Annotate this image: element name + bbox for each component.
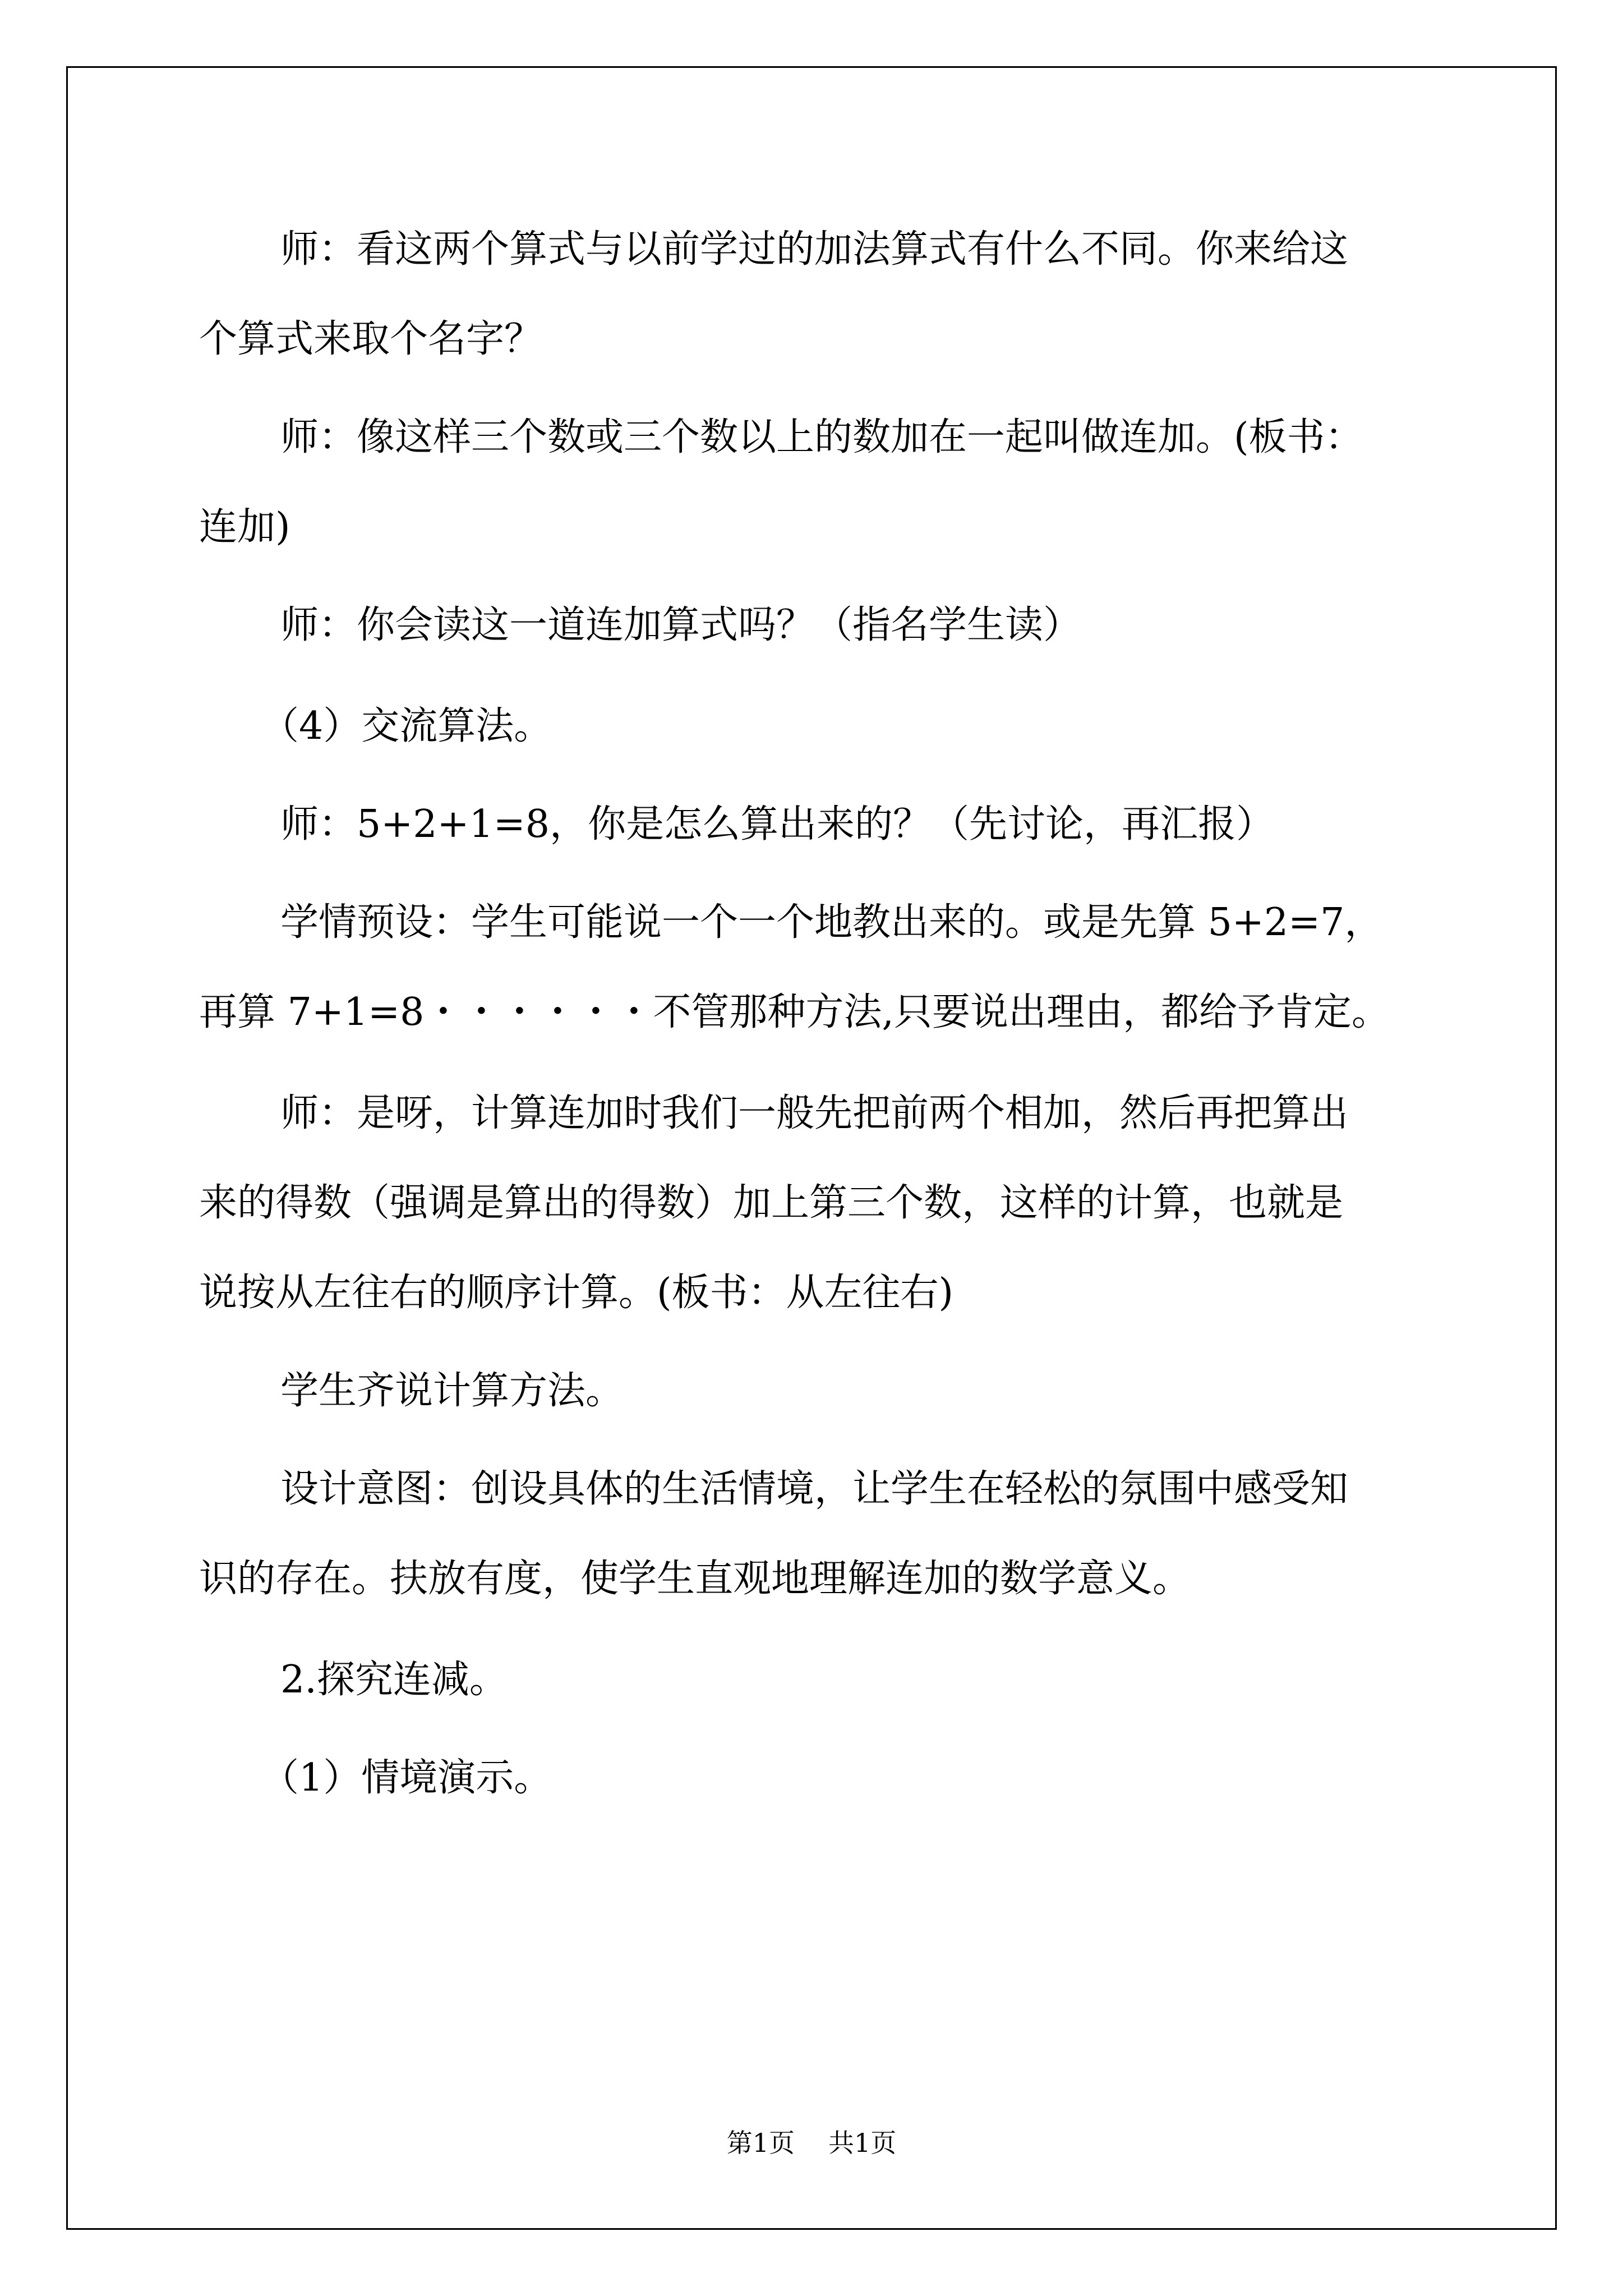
paragraph-line: 师：你会读这一道连加算式吗？（指名学生读） bbox=[280, 603, 1082, 647]
paragraph-line: （4）交流算法。 bbox=[261, 704, 552, 748]
paragraph-line: 连加) bbox=[199, 505, 291, 549]
page-number: 第1页 bbox=[726, 2128, 795, 2158]
paragraph-line: 学情预设：学生可能说一个一个地教出来的。或是先算 5+2=7， bbox=[280, 900, 1383, 945]
paragraph-line: 2.探究连减。 bbox=[280, 1658, 508, 1702]
paragraph-line: 识的存在。扶放有度，使学生直观地理解连加的数学意义。 bbox=[199, 1557, 1191, 1601]
paragraph-line: （1）情境演示。 bbox=[261, 1756, 552, 1800]
page-border bbox=[66, 66, 1557, 2230]
page-footer bbox=[0, 2126, 1623, 2160]
paragraph-line: 再算 7+1=8・・・・・・不管那种方法,只要说出理由，都给予肯定。 bbox=[199, 990, 1390, 1034]
paragraph-line: 师：像这样三个数或三个数以上的数加在一起叫做连加。(板书： bbox=[280, 415, 1363, 459]
paragraph-line: 学生齐说计算方法。 bbox=[280, 1369, 624, 1413]
paragraph-line: 师：5+2+1=8，你是怎么算出来的？（先讨论，再汇报） bbox=[280, 802, 1274, 846]
paragraph-line: 说按从左往右的顺序计算。(板书：从左往右) bbox=[199, 1271, 954, 1315]
page-total: 共1页 bbox=[828, 2128, 897, 2158]
paragraph-line: 个算式来取个名字？ bbox=[199, 317, 543, 361]
paragraph-line: 设计意图：创设具体的生活情境，让学生在轻松的氛围中感受知 bbox=[280, 1467, 1349, 1511]
paragraph-line: 师：看这两个算式与以前学过的加法算式有什么不同。你来给这 bbox=[280, 227, 1349, 272]
paragraph-line: 来的得数（强调是算出的得数）加上第三个数，这样的计算，也就是 bbox=[199, 1181, 1344, 1225]
paragraph-line: 师：是呀，计算连加时我们一般先把前两个相加，然后再把算出 bbox=[280, 1091, 1349, 1135]
